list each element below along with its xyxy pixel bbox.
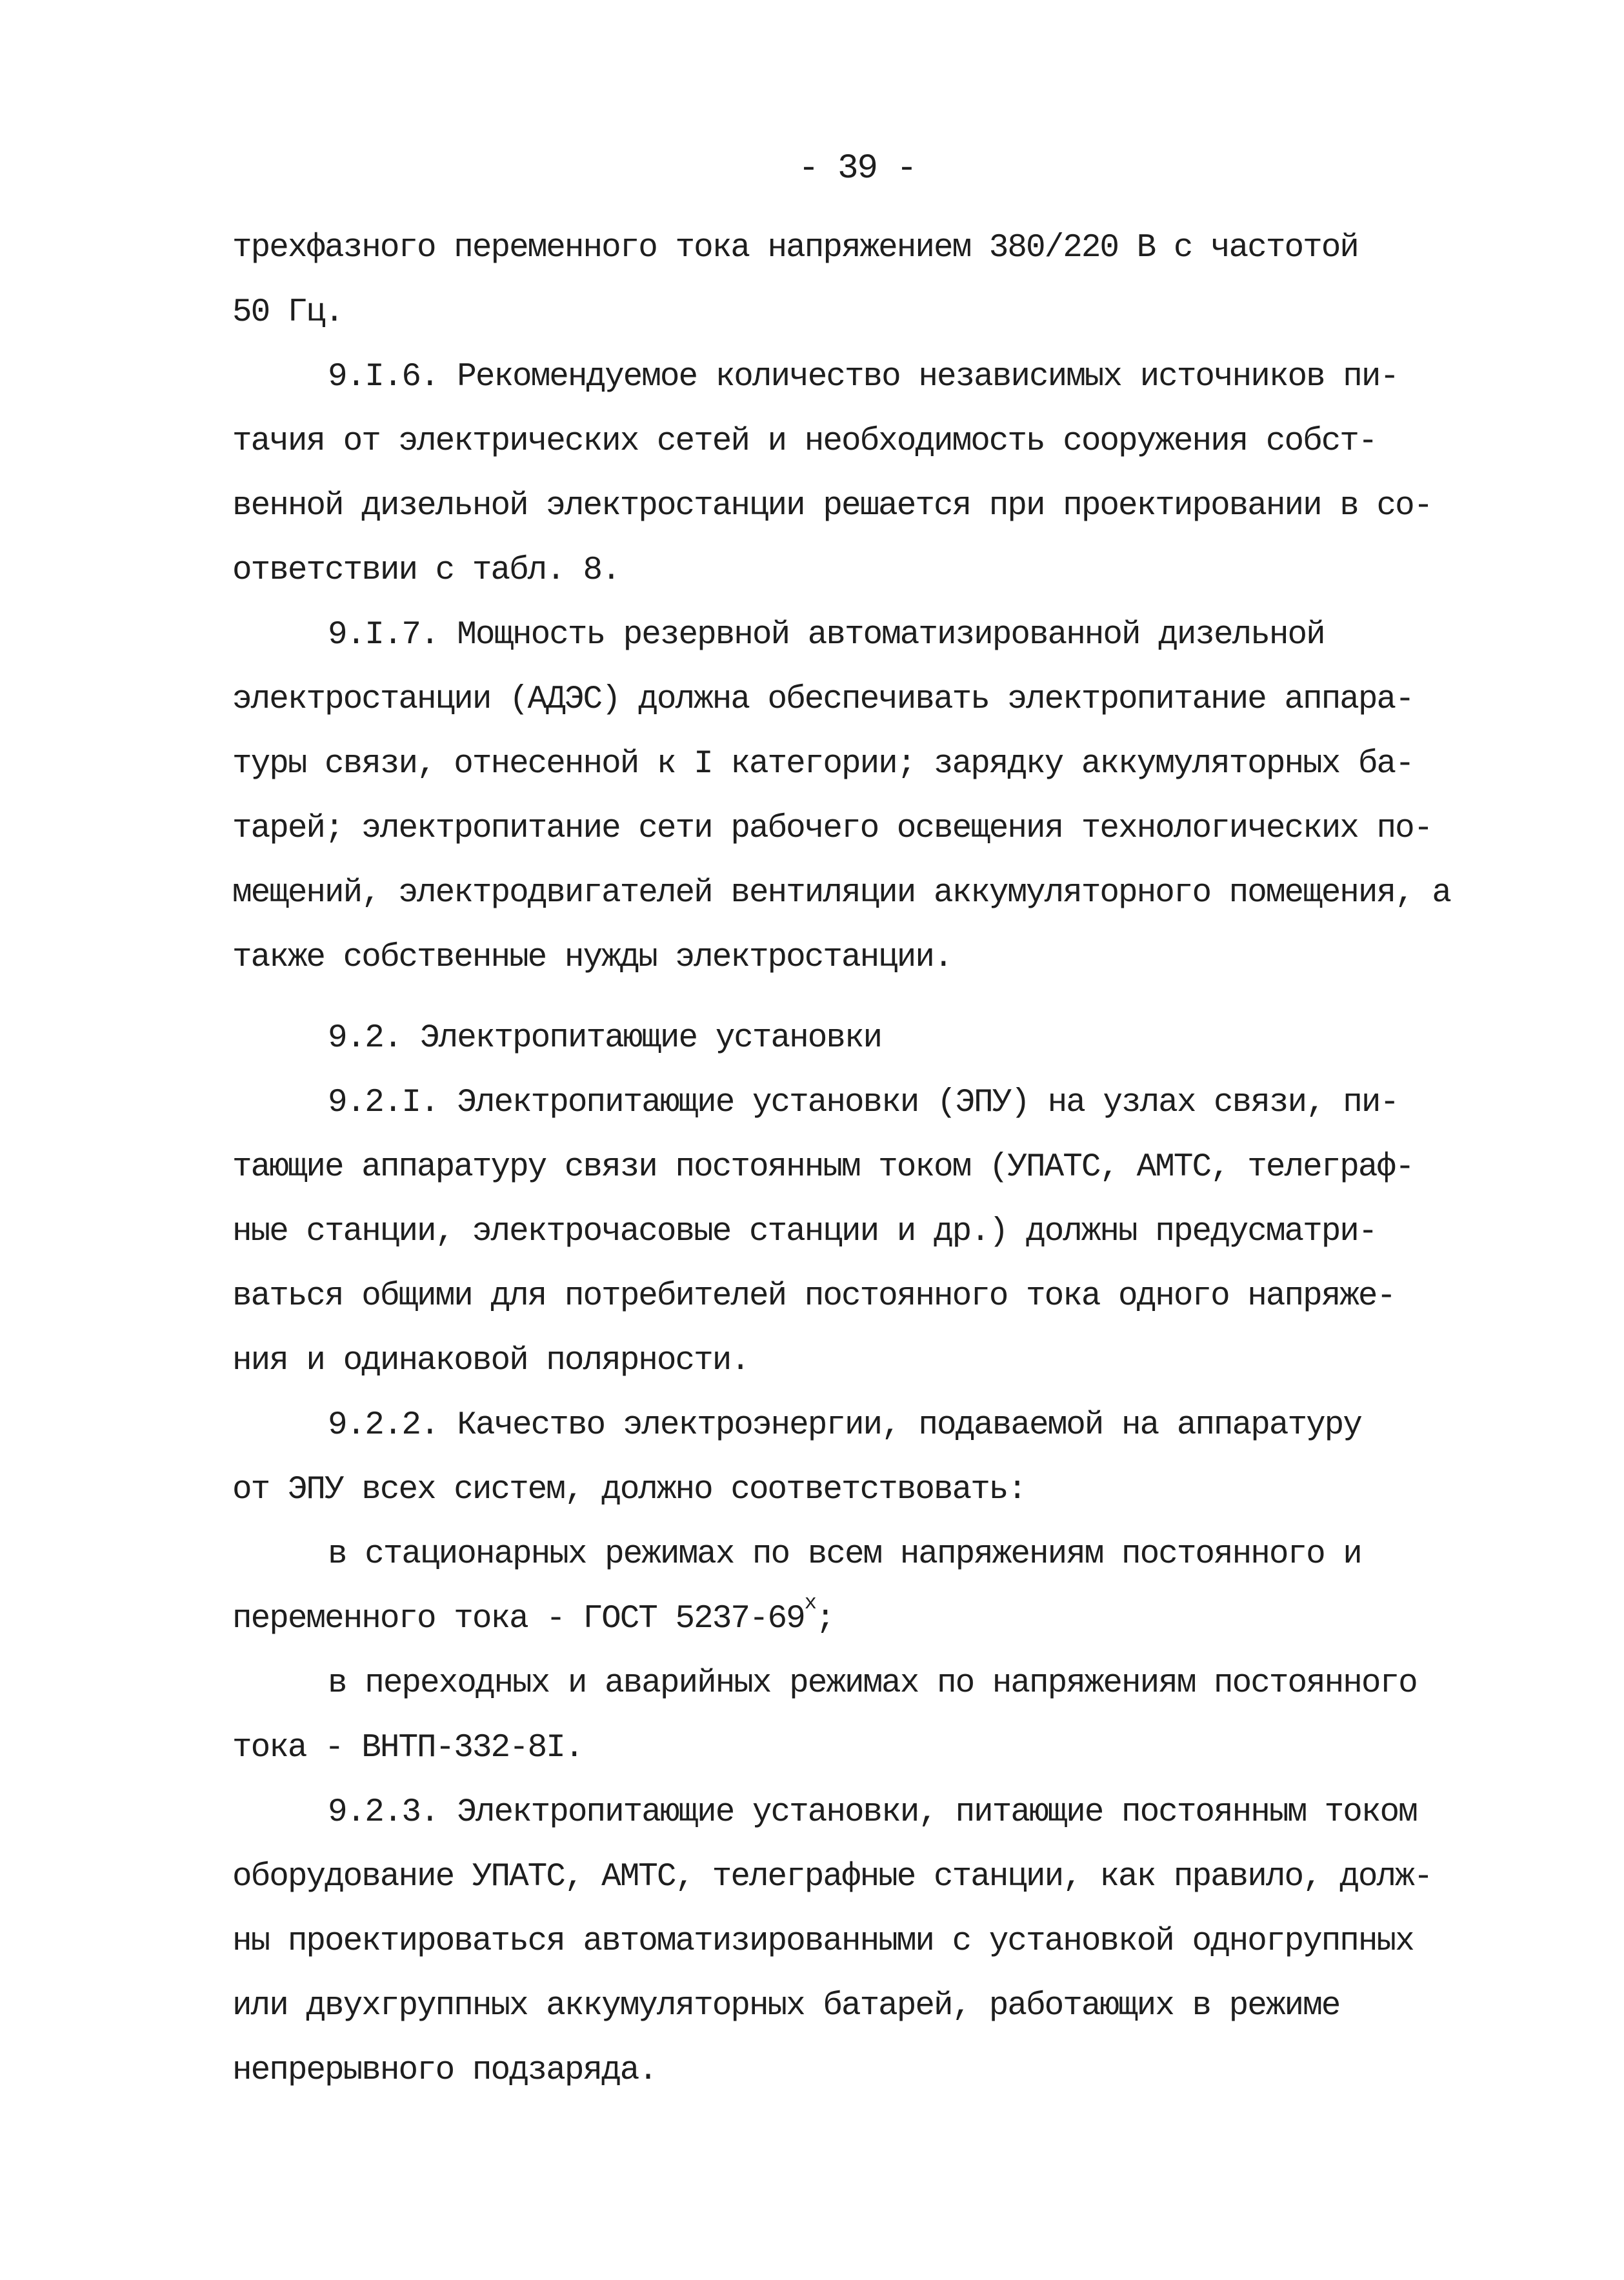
text-line: ния и одинаковой полярности. bbox=[232, 1343, 749, 1379]
text-line: электростанции (АДЭС) должна обеспечивать электропитание аппара- bbox=[232, 681, 1414, 718]
text-line: или двухгруппных аккумуляторных батарей, работающих в режиме bbox=[232, 1988, 1340, 2025]
text-line: мещений, электродвигателей вентиляции аккумуляторного помещения, а bbox=[232, 875, 1450, 912]
text-line: ны проектироваться автоматизированными с установкой одногруппных bbox=[232, 1923, 1414, 1960]
paragraph-9-2-1-start: 9.2.I. Электропитающие установки (ЭПУ) на узлах связи, пи- bbox=[328, 1085, 1399, 1121]
text-line: тающие аппаратуру связи постоянным током (УПАТС, АМТС, телеграф- bbox=[232, 1149, 1414, 1186]
section-heading-9-2: 9.2. Электропитающие установки bbox=[328, 1020, 882, 1057]
text-line: в стационарных режимах по всем напряжениям постоянного и bbox=[328, 1536, 1361, 1573]
line-end-punctuation: ; bbox=[815, 1601, 834, 1637]
text-line: тока - ВНТП-332-8I. bbox=[232, 1730, 583, 1766]
paragraph-9-1-7-start: 9.I.7. Мощность резервной автоматизированной дизельной bbox=[328, 617, 1325, 654]
paragraph-9-2-2-start: 9.2.2. Качество электроэнергии, подаваемой на аппаратуру bbox=[328, 1407, 1361, 1444]
text-line: ваться общими для потребителей постоянного тока одного напряже- bbox=[232, 1278, 1396, 1315]
text-line: туры связи, отнесенной к I категории; зарядку аккумуляторных ба- bbox=[232, 746, 1414, 783]
text-line: непрерывного подзаряда. bbox=[232, 2052, 657, 2089]
page-number: - 39 - bbox=[798, 149, 916, 188]
text-line: тачия от электрических сетей и необходимость сооружения собст- bbox=[232, 423, 1377, 460]
text-line: в переходных и аварийных режимах по напряжениям постоянного bbox=[328, 1665, 1417, 1702]
text-line: также собственные нужды электростанции. bbox=[232, 939, 952, 976]
text-line: ные станции, электрочасовые станции и др.) должны предусматри- bbox=[232, 1214, 1377, 1250]
gost-reference: переменного тока - ГОСТ 5237-69 bbox=[232, 1601, 805, 1637]
text-line: тарей; электропитание сети рабочего освещения технологических по- bbox=[232, 810, 1432, 847]
text-line: 50 Гц. bbox=[232, 294, 343, 331]
text-line-gost bbox=[232, 1587, 834, 1652]
paragraph-9-2-3-start: 9.2.3. Электропитающие установки, питающие постоянным током bbox=[328, 1794, 1417, 1831]
text-line: оборудование УПАТС, АМТС, телеграфные станции, как правило, долж- bbox=[232, 1859, 1432, 1895]
text-line: ответствии с табл. 8. bbox=[232, 552, 620, 589]
text-line: от ЭПУ всех систем, должно соответствовать: bbox=[232, 1472, 1027, 1508]
paragraph-9-1-6-start: 9.I.6. Рекомендуемое количество независимых источников пи- bbox=[328, 359, 1399, 395]
gost-superscript: х bbox=[804, 1591, 816, 1615]
text-line: трехфазного переменного тока напряжением 380/220 В с частотой bbox=[232, 230, 1358, 266]
text-line: венной дизельной электростанции решается при проектировании в со- bbox=[232, 488, 1432, 525]
